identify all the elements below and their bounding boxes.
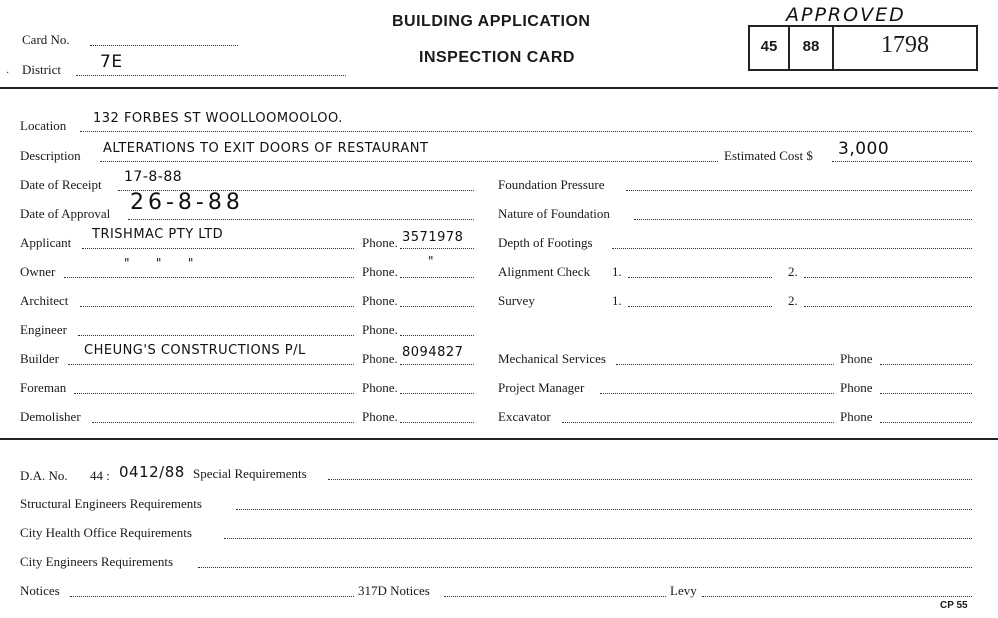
builder-line: [68, 363, 354, 365]
foreman-line: [74, 392, 354, 394]
reference-box: [748, 25, 978, 71]
approved-stamp: APPROVED: [786, 4, 906, 26]
district-value: 7E: [100, 52, 123, 72]
levy-line: [702, 595, 972, 597]
applicant-line: [82, 247, 354, 249]
excavator-label: Excavator: [498, 409, 551, 424]
project-manager-label: Project Manager: [498, 380, 585, 395]
notices-line: [70, 595, 354, 597]
structural-req-line: [236, 508, 972, 510]
engineer-label: Engineer: [20, 322, 67, 337]
special-req-label: Special Requirements: [193, 466, 307, 481]
levy-label: Levy: [670, 583, 697, 598]
excavator-phone-label: Phone: [840, 409, 873, 424]
demolisher-phone-line: [400, 421, 474, 423]
owner-ditto: " " ": [124, 256, 194, 270]
architect-phone-label: Phone.: [362, 293, 398, 308]
foreman-label: Foreman: [20, 380, 67, 395]
demolisher-line: [92, 421, 354, 423]
owner-line: [64, 276, 354, 278]
alignment-2-line: [804, 276, 972, 278]
builder-label: Builder: [20, 351, 59, 366]
foundation-pressure-line: [626, 189, 972, 191]
project-manager-phone-line: [880, 392, 972, 394]
notices-317d-line: [444, 595, 666, 597]
date-approval-value: 26-8-88: [130, 190, 244, 215]
engineer-phone-line: [400, 334, 474, 336]
date-approval-label: Date of Approval: [20, 206, 111, 221]
location-value: 132 FORBES ST WOOLLOOMOOLOO.: [93, 111, 343, 126]
description-value: ALTERATIONS TO EXIT DOORS OF RESTAURANT: [103, 141, 429, 156]
engineer-line: [78, 334, 354, 336]
form-code: CP 55: [940, 600, 968, 611]
survey-label: Survey: [498, 293, 535, 308]
excavator-phone-line: [880, 421, 972, 423]
ref-box-number: 1798: [881, 32, 929, 58]
da-number: 0412/88: [119, 463, 185, 481]
builder-value: CHEUNG'S CONSTRUCTIONS P/L: [84, 343, 306, 358]
demolisher-phone-label: Phone.: [362, 409, 398, 424]
city-eng-req-label: City Engineers Requirements: [20, 554, 174, 569]
city-eng-req-line: [198, 566, 972, 568]
date-receipt-label: Date of Receipt: [20, 177, 102, 192]
estimated-cost-label: Estimated Cost $: [724, 148, 813, 163]
estimated-cost-value: 3,000: [838, 139, 890, 159]
builder-phone-value: 8094827: [402, 345, 464, 360]
project-manager-line: [600, 392, 834, 394]
survey-1-label: 1.: [612, 293, 622, 308]
health-req-line: [224, 537, 972, 539]
foundation-pressure-label: Foundation Pressure: [498, 177, 605, 192]
architect-phone-line: [400, 305, 474, 307]
location-line: [80, 130, 972, 132]
architect-line: [80, 305, 354, 307]
depth-footings-label: Depth of Footings: [498, 235, 593, 250]
builder-phone-line: [400, 363, 474, 365]
ref-box-b: 88: [802, 38, 820, 55]
description-line: [100, 160, 718, 162]
engineer-phone-label: Phone.: [362, 322, 398, 337]
ref-box-a: 45: [760, 38, 778, 55]
location-label: Location: [20, 118, 67, 133]
top-divider: [0, 87, 998, 89]
mechanical-line: [616, 363, 834, 365]
survey-2-line: [804, 305, 972, 307]
health-req-label: City Health Office Requirements: [20, 525, 192, 540]
alignment-1-label: 1.: [612, 264, 622, 279]
middle-divider: [0, 438, 998, 440]
mechanical-phone-label: Phone: [840, 351, 873, 366]
applicant-phone-value: 3571978: [402, 230, 464, 245]
owner-label: Owner: [20, 264, 56, 279]
alignment-2-label: 2.: [788, 264, 798, 279]
survey-1-line: [628, 305, 772, 307]
foreman-phone-label: Phone.: [362, 380, 398, 395]
mechanical-label: Mechanical Services: [498, 351, 606, 366]
description-label: Description: [20, 148, 81, 163]
applicant-label: Applicant: [20, 235, 72, 250]
applicant-phone-label: Phone.: [362, 235, 398, 250]
title-line2: INSPECTION CARD: [419, 49, 575, 66]
tick-mark: ·: [6, 68, 10, 79]
alignment-check-label: Alignment Check: [498, 264, 591, 279]
mechanical-phone-line: [880, 363, 972, 365]
owner-phone-line: [400, 276, 474, 278]
architect-label: Architect: [20, 293, 69, 308]
notices-label: Notices: [20, 583, 60, 598]
da-prefix: 44 :: [90, 468, 110, 483]
card-no-label: Card No.: [22, 32, 70, 47]
depth-footings-line: [612, 247, 972, 249]
demolisher-label: Demolisher: [20, 409, 81, 424]
owner-phone-ditto: ": [428, 254, 435, 268]
project-manager-phone-label: Phone: [840, 380, 873, 395]
excavator-line: [562, 421, 834, 423]
title-line1: BUILDING APPLICATION: [392, 13, 591, 30]
date-approval-line: [128, 218, 474, 220]
applicant-phone-line: [400, 247, 474, 249]
applicant-value: TRISHMAC PTY LTD: [92, 227, 224, 242]
card-no-line: [90, 44, 238, 46]
date-receipt-value: 17-8-88: [124, 169, 183, 185]
district-line: [76, 74, 346, 76]
structural-req-label: Structural Engineers Requirements: [20, 496, 202, 511]
nature-foundation-line: [634, 218, 972, 220]
alignment-1-line: [628, 276, 772, 278]
builder-phone-label: Phone.: [362, 351, 398, 366]
owner-phone-label: Phone.: [362, 264, 398, 279]
foreman-phone-line: [400, 392, 474, 394]
district-label: District: [22, 62, 61, 77]
special-req-line: [328, 478, 972, 480]
notices-317d-label: 317D Notices: [358, 583, 430, 598]
survey-2-label: 2.: [788, 293, 798, 308]
estimated-cost-line: [832, 160, 972, 162]
da-no-label: D.A. No.: [20, 468, 68, 483]
nature-foundation-label: Nature of Foundation: [498, 206, 610, 221]
